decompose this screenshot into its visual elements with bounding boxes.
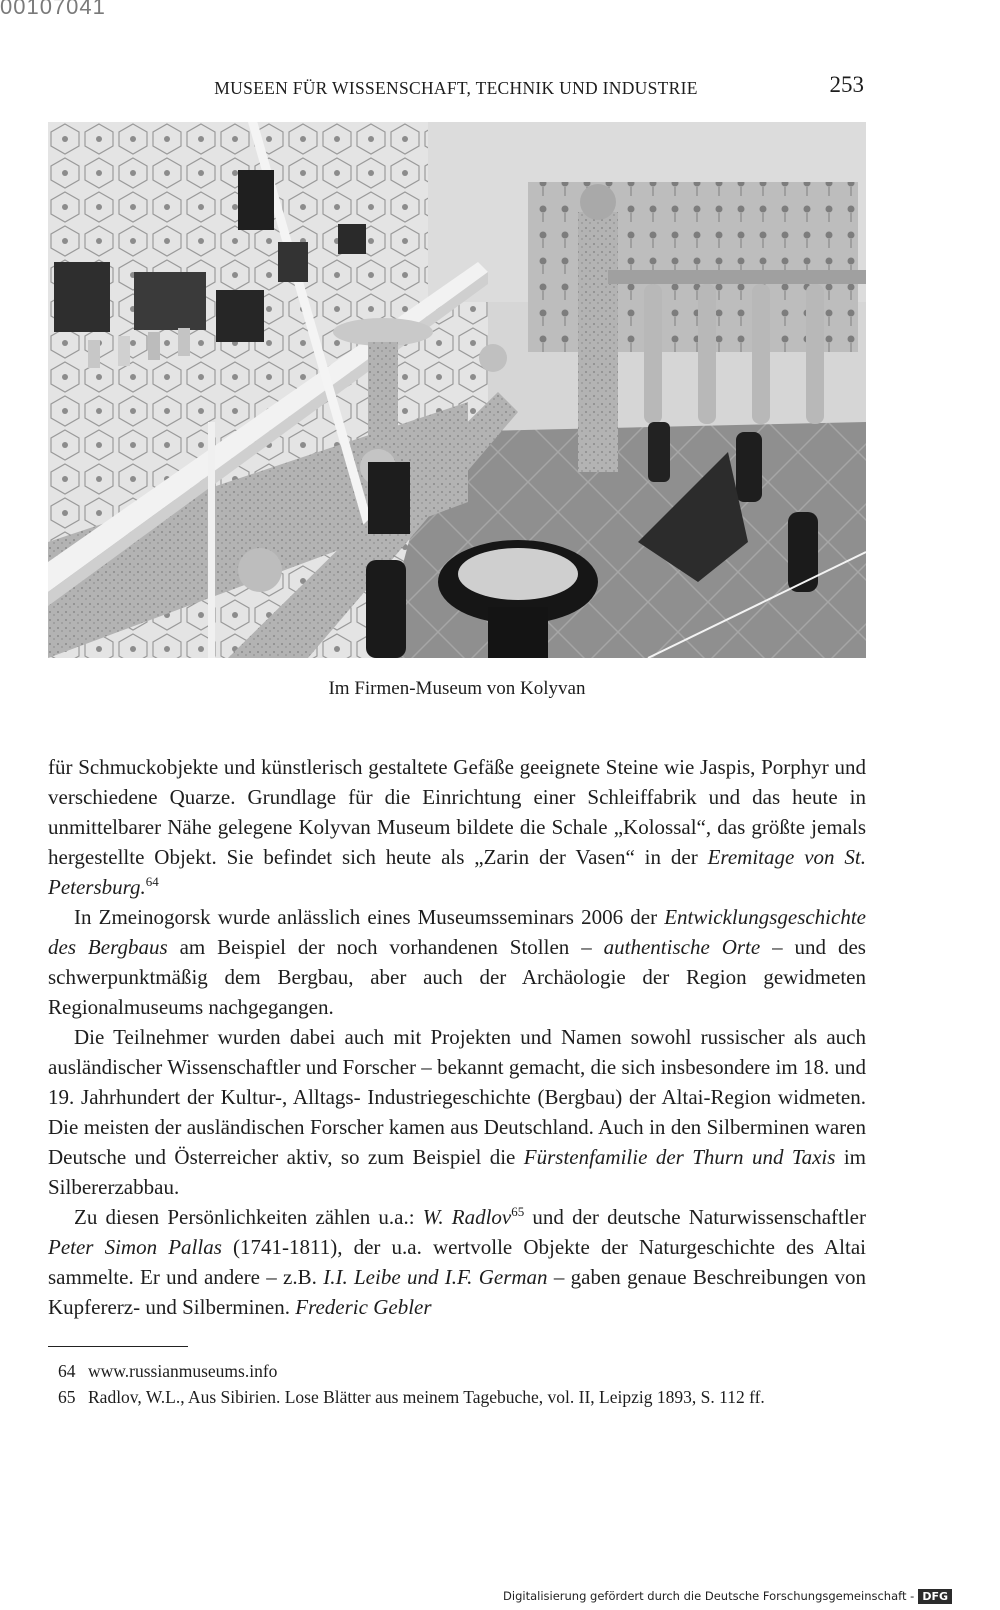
text-run: (1741-1811), der u.a. wertvolle Objekte der Naturgeschichte des Altai sammelte. Er und andere – z.B. [48, 1235, 867, 1289]
text-run: In Zmeinogorsk wurde anlässlich eines Museumsseminars 2006 der [74, 905, 665, 929]
paragraph-1 [48, 752, 866, 902]
text-run: – und des schwerpunktmäßig dem Bergbau, aber auch der Archäologie der Region gewidmeten Regionalmuseums nachgegangen. [48, 935, 866, 1019]
text-run: und der deutsche Naturwissenschaftler [524, 1205, 866, 1229]
figure-caption: Im Firmen-Museum von Kolyvan [328, 678, 586, 699]
italic-run: Peter Simon Pallas [48, 1235, 222, 1259]
digitization-text: Digitalisierung gefördert durch die Deutsche Forschungsgemeinschaft - [503, 1589, 915, 1603]
catalog-id: 00107041 [0, 0, 106, 19]
text-run: für Schmuckobjekte und künstlerisch gestaltete Gefäße geeignete Steine wie Jaspis, Porphyr und verschiedene Quarze. Grundlage für die Einrichtung einer Schleiffabrik und das heute in unmittelbarer Nähe gelegene Kolyvan Museum bildete die Schale „Kolossal“, das größte jemals hergestellte Objekt. Sie befindet sich heute als „Zarin der Vasen“ in der [48, 755, 866, 869]
running-title: MUSEEN FÜR WISSENSCHAFT, TECHNIK UND INDUSTRIE [214, 78, 698, 98]
italic-run: Entwicklungsgeschichte des Bergbaus [48, 905, 866, 959]
italic-run: Fürstenfamilie der Thurn und Taxis [523, 1145, 836, 1169]
footnote-number: 64 [58, 1361, 76, 1381]
paragraph-3 [48, 1022, 866, 1202]
italic-run: Eremitage von St. Petersburg. [48, 845, 866, 899]
dfg-logo: DFG [918, 1589, 952, 1604]
page-number: 253 [829, 72, 864, 97]
paragraph-2 [48, 902, 866, 1022]
footnotes [58, 1358, 866, 1410]
footnote-divider [48, 1346, 188, 1347]
italic-run: W. Radlov [422, 1205, 512, 1229]
museum-photo [48, 122, 866, 658]
footnote-ref-65[interactable]: 65 [511, 1204, 525, 1219]
running-header [48, 72, 864, 106]
digitization-notice [503, 1589, 952, 1604]
text-run: Die Teilnehmer wurden dabei auch mit Projekten und Namen sowohl russischer als auch ausländischer Wissenschaftler und Forscher – bekannt gemacht, die sich insbesondere im 18. und 19. Jahrhundert der Kultur-, Alltags- Industriegeschichte (Bergbau) der Altai-Region widmeten. Die meisten der ausländischen Forscher kamen aus Deutschland. Auch in den Silberminen waren Deutsche und Österreicher aktiv, so zum Beispiel die [48, 1025, 866, 1169]
italic-run: authentische Orte [603, 935, 761, 959]
footnote-number: 65 [58, 1387, 76, 1407]
footnote-64 [58, 1358, 866, 1384]
italic-run: I.I. Leibe und I.F. German [323, 1265, 548, 1289]
footnote-text: www.russianmuseums.info [88, 1361, 278, 1381]
body-text [48, 752, 866, 1322]
footnote-text: Radlov, W.L., Aus Sibirien. Lose Blätter aus meinem Tagebuche, vol. II, Leipzig 1893, S. 112 ff. [88, 1387, 765, 1407]
paragraph-4 [48, 1202, 866, 1322]
italic-run: Frederic Gebler [295, 1295, 432, 1319]
text-run: im Silbererzabbau. [48, 1145, 867, 1199]
text-run: Zu diesen Persönlichkeiten zählen u.a.: [74, 1205, 423, 1229]
footnote-65 [58, 1384, 866, 1410]
footnote-ref-64[interactable]: 64 [145, 874, 159, 889]
text-run: am Beispiel der noch vorhandenen Stollen – [167, 935, 604, 959]
text-run: – gaben genaue Beschreibungen von Kupfererz- und Silberminen. [48, 1265, 866, 1319]
